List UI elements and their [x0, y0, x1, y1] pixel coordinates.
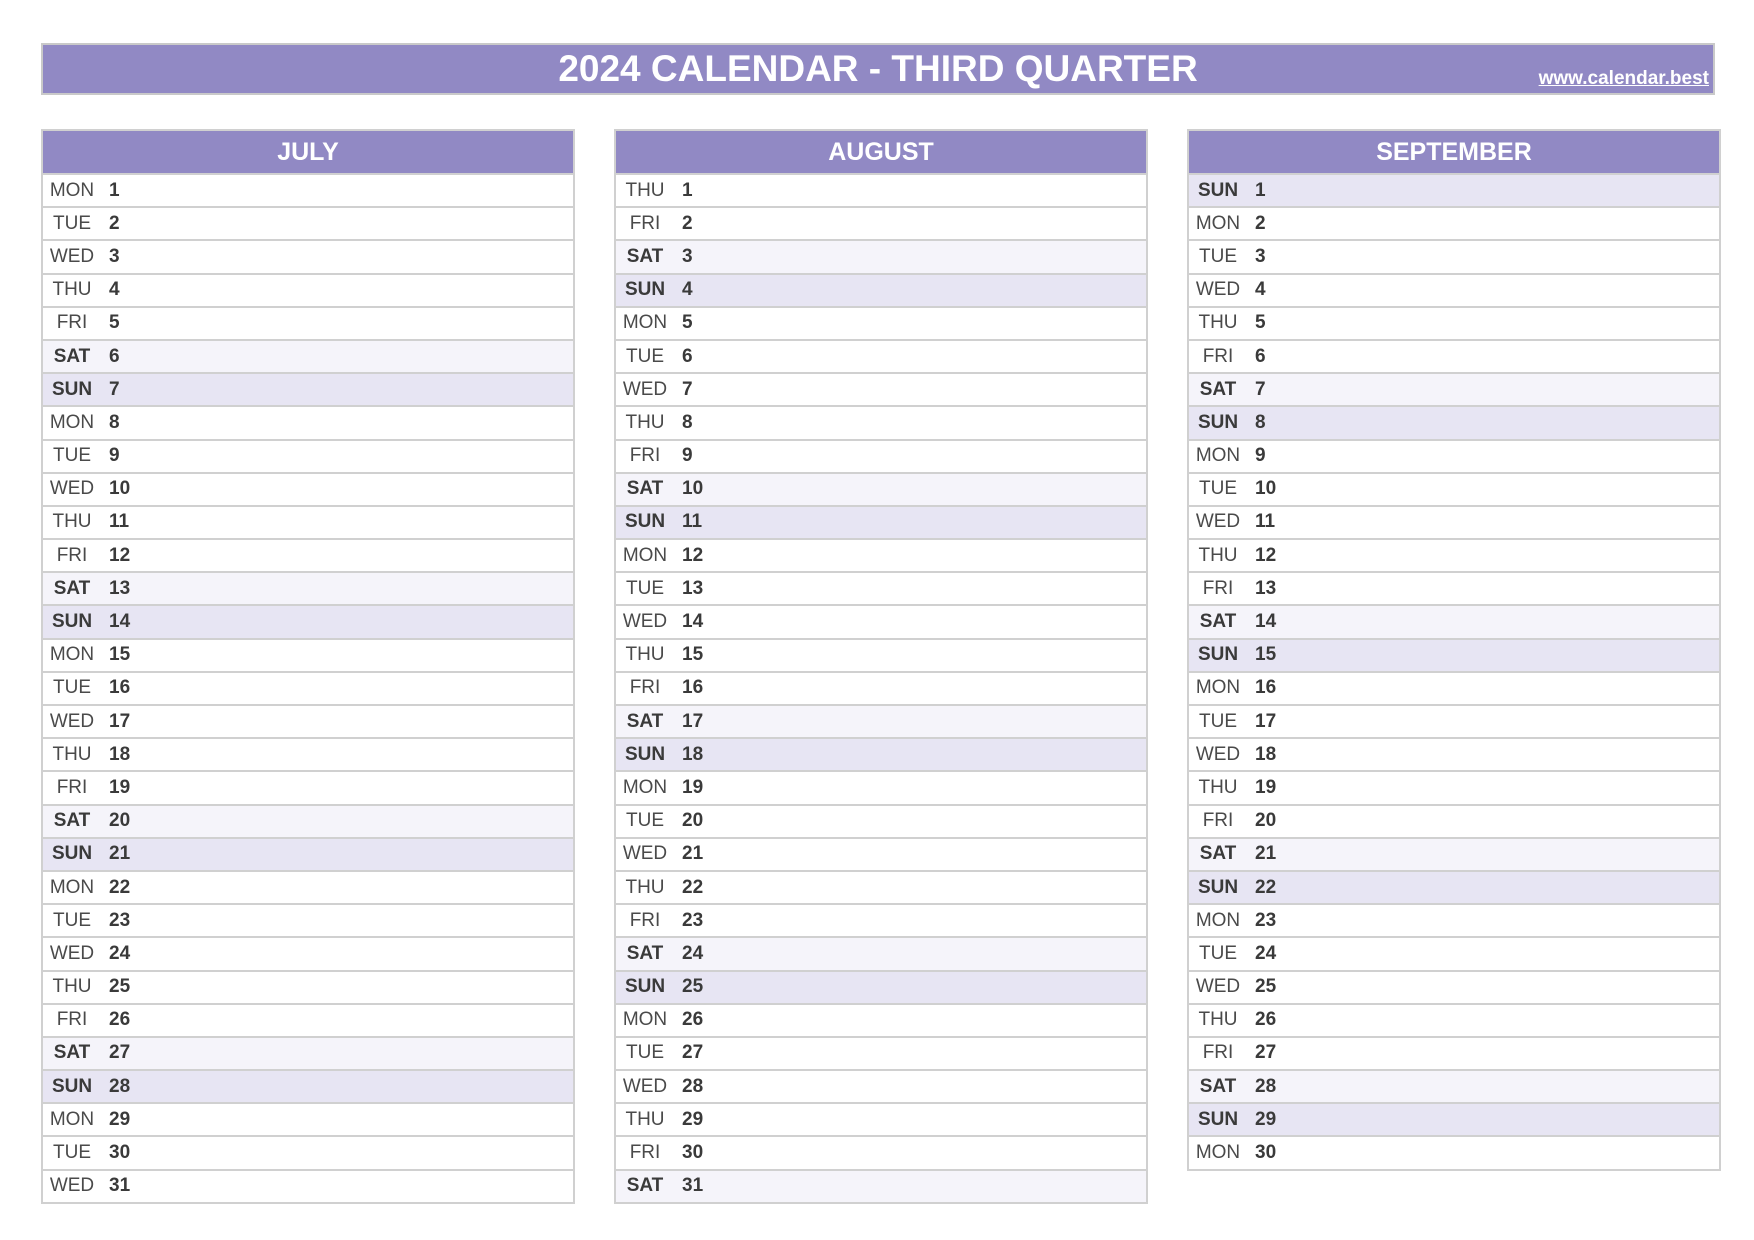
- day-number: 7: [1255, 378, 1266, 400]
- day-row: [43, 239, 573, 272]
- day-row: [616, 339, 1146, 372]
- weekday-label: FRI: [56, 776, 88, 798]
- day-number: 22: [1255, 876, 1277, 898]
- weekday-label: TUE: [626, 810, 664, 832]
- day-number: 15: [682, 644, 704, 666]
- day-number: 23: [1255, 909, 1277, 931]
- weekday-label: FRI: [629, 1142, 661, 1164]
- weekday-label: THU: [625, 1108, 665, 1130]
- day-number: 23: [682, 909, 704, 931]
- weekday-label: FRI: [629, 212, 661, 234]
- month-header: SEPTEMBER: [1189, 131, 1719, 173]
- day-number: 5: [1255, 312, 1266, 334]
- weekday-label: MON: [49, 876, 95, 898]
- day-number: 24: [682, 942, 704, 964]
- day-number: 12: [109, 544, 131, 566]
- day-row: [1189, 1102, 1719, 1135]
- day-number: 23: [109, 909, 131, 931]
- day-number: 17: [1255, 710, 1277, 732]
- day-number: 26: [1255, 1009, 1277, 1031]
- day-number: 14: [109, 611, 131, 633]
- weekday-label: FRI: [56, 544, 88, 566]
- day-list: [616, 173, 1146, 1202]
- day-row: [1189, 505, 1719, 538]
- day-number: 18: [1255, 743, 1277, 765]
- day-number: 9: [1255, 445, 1266, 467]
- day-row: [616, 770, 1146, 803]
- day-row: [1189, 306, 1719, 339]
- day-row: [43, 671, 573, 704]
- weekday-label: SAT: [626, 245, 664, 267]
- day-row: [1189, 439, 1719, 472]
- day-row: [1189, 1135, 1719, 1168]
- weekday-label: FRI: [629, 445, 661, 467]
- weekday-label: WED: [49, 942, 95, 964]
- weekday-label: WED: [49, 478, 95, 500]
- weekday-label: SUN: [1197, 411, 1239, 433]
- page-title: 2024 CALENDAR - THIRD QUARTER: [558, 48, 1198, 89]
- day-row: [1189, 804, 1719, 837]
- day-number: 1: [682, 179, 693, 201]
- day-row: [616, 704, 1146, 737]
- day-row: [43, 870, 573, 903]
- weekday-label: WED: [622, 843, 668, 865]
- day-row: [616, 538, 1146, 571]
- weekday-label: TUE: [53, 1142, 91, 1164]
- weekday-label: FRI: [1202, 577, 1234, 599]
- day-number: 29: [1255, 1108, 1277, 1130]
- day-row: [616, 671, 1146, 704]
- weekday-label: SAT: [626, 1175, 664, 1197]
- day-row: [1189, 273, 1719, 306]
- weekday-label: SUN: [624, 279, 666, 301]
- day-row: [43, 538, 573, 571]
- day-number: 25: [1255, 976, 1277, 998]
- weekday-label: MON: [49, 644, 95, 666]
- day-row: [616, 239, 1146, 272]
- day-row: [616, 405, 1146, 438]
- day-row: [1189, 604, 1719, 637]
- weekday-label: FRI: [1202, 810, 1234, 832]
- day-number: 15: [109, 644, 131, 666]
- weekday-label: TUE: [53, 909, 91, 931]
- weekday-label: THU: [625, 179, 665, 201]
- weekday-label: TUE: [626, 1042, 664, 1064]
- weekday-label: THU: [52, 511, 92, 533]
- day-row: [1189, 970, 1719, 1003]
- weekday-label: FRI: [56, 312, 88, 334]
- day-row: [616, 571, 1146, 604]
- day-row: [43, 571, 573, 604]
- day-number: 13: [1255, 577, 1277, 599]
- day-number: 6: [1255, 345, 1266, 367]
- day-number: 8: [682, 411, 693, 433]
- day-number: 27: [682, 1042, 704, 1064]
- weekday-label: WED: [1195, 511, 1241, 533]
- day-number: 10: [682, 478, 704, 500]
- day-row: [1189, 903, 1719, 936]
- day-row: [43, 339, 573, 372]
- weekday-label: THU: [52, 976, 92, 998]
- day-number: 4: [109, 279, 120, 301]
- day-row: [43, 372, 573, 405]
- day-row: [1189, 538, 1719, 571]
- weekday-label: MON: [622, 1009, 668, 1031]
- day-row: [616, 439, 1146, 472]
- day-number: 30: [682, 1142, 704, 1164]
- day-number: 30: [1255, 1142, 1277, 1164]
- day-number: 12: [682, 544, 704, 566]
- day-number: 16: [1255, 677, 1277, 699]
- month-header: JULY: [43, 131, 573, 173]
- day-row: [43, 936, 573, 969]
- weekday-label: MON: [622, 544, 668, 566]
- weekday-label: THU: [52, 279, 92, 301]
- weekday-label: SUN: [1197, 644, 1239, 666]
- day-row: [43, 405, 573, 438]
- day-number: 26: [109, 1009, 131, 1031]
- day-number: 18: [109, 743, 131, 765]
- weekday-label: MON: [49, 179, 95, 201]
- day-number: 14: [682, 611, 704, 633]
- weekday-label: WED: [49, 245, 95, 267]
- day-number: 25: [682, 976, 704, 998]
- weekday-label: SUN: [51, 378, 93, 400]
- day-number: 11: [682, 511, 703, 533]
- day-row: [616, 273, 1146, 306]
- day-number: 17: [682, 710, 704, 732]
- day-number: 19: [109, 776, 131, 798]
- day-number: 2: [682, 212, 693, 234]
- day-row: [1189, 1036, 1719, 1069]
- day-number: 22: [682, 876, 704, 898]
- month-september: [1187, 129, 1721, 1171]
- day-row: [616, 1069, 1146, 1102]
- day-row: [616, 306, 1146, 339]
- day-number: 17: [109, 710, 131, 732]
- day-number: 7: [682, 378, 693, 400]
- day-row: [43, 970, 573, 1003]
- day-row: [616, 970, 1146, 1003]
- day-row: [1189, 936, 1719, 969]
- weekday-label: THU: [625, 411, 665, 433]
- weekday-label: FRI: [1202, 345, 1234, 367]
- day-row: [1189, 372, 1719, 405]
- day-row: [43, 837, 573, 870]
- day-row: [616, 737, 1146, 770]
- weekday-label: TUE: [53, 212, 91, 234]
- day-number: 20: [109, 810, 131, 832]
- day-row: [616, 1036, 1146, 1069]
- day-row: [616, 1003, 1146, 1036]
- day-row: [43, 770, 573, 803]
- weekday-label: FRI: [56, 1009, 88, 1031]
- day-number: 6: [682, 345, 693, 367]
- weekday-label: WED: [622, 378, 668, 400]
- day-number: 21: [109, 843, 131, 865]
- day-number: 1: [109, 179, 120, 201]
- day-row: [616, 173, 1146, 206]
- day-number: 5: [109, 312, 120, 334]
- day-row: [1189, 571, 1719, 604]
- weekday-label: SUN: [624, 976, 666, 998]
- day-row: [1189, 1003, 1719, 1036]
- day-row: [616, 837, 1146, 870]
- weekday-label: SUN: [51, 843, 93, 865]
- weekday-label: SAT: [1199, 843, 1237, 865]
- day-number: 27: [1255, 1042, 1277, 1064]
- weekday-label: WED: [49, 710, 95, 732]
- day-number: 29: [682, 1108, 704, 1130]
- day-row: [43, 1135, 573, 1168]
- day-number: 13: [109, 577, 131, 599]
- day-row: [616, 903, 1146, 936]
- weekday-label: TUE: [1199, 942, 1237, 964]
- weekday-label: THU: [625, 644, 665, 666]
- day-number: 5: [682, 312, 693, 334]
- day-row: [43, 273, 573, 306]
- day-row: [616, 638, 1146, 671]
- day-row: [43, 638, 573, 671]
- weekday-label: SUN: [1197, 179, 1239, 201]
- weekday-label: TUE: [1199, 478, 1237, 500]
- weekday-label: THU: [1198, 544, 1238, 566]
- day-row: [616, 1102, 1146, 1135]
- day-number: 27: [109, 1042, 131, 1064]
- day-row: [1189, 671, 1719, 704]
- day-number: 24: [109, 942, 131, 964]
- day-number: 29: [109, 1108, 131, 1130]
- day-number: 31: [682, 1175, 704, 1197]
- day-number: 21: [1255, 843, 1277, 865]
- weekday-label: MON: [622, 312, 668, 334]
- day-number: 3: [1255, 245, 1266, 267]
- day-number: 28: [682, 1075, 704, 1097]
- weekday-label: WED: [49, 1175, 95, 1197]
- weekday-label: WED: [1195, 976, 1241, 998]
- weekday-label: SUN: [624, 743, 666, 765]
- weekday-label: SAT: [1199, 611, 1237, 633]
- day-number: 1: [1255, 179, 1266, 201]
- month-header: AUGUST: [616, 131, 1146, 173]
- day-number: 19: [1255, 776, 1277, 798]
- weekday-label: TUE: [1199, 245, 1237, 267]
- day-row: [43, 1102, 573, 1135]
- day-list: [1189, 173, 1719, 1169]
- day-row: [616, 206, 1146, 239]
- weekday-label: SAT: [626, 942, 664, 964]
- weekday-label: THU: [625, 876, 665, 898]
- weekday-label: TUE: [626, 577, 664, 599]
- day-number: 3: [682, 245, 693, 267]
- day-row: [616, 1169, 1146, 1202]
- weekday-label: SUN: [1197, 1108, 1239, 1130]
- day-number: 16: [109, 677, 131, 699]
- day-row: [1189, 239, 1719, 272]
- day-row: [1189, 173, 1719, 206]
- weekday-label: WED: [622, 1075, 668, 1097]
- day-row: [1189, 638, 1719, 671]
- day-row: [43, 505, 573, 538]
- day-number: 11: [109, 511, 130, 533]
- day-number: 21: [682, 843, 704, 865]
- day-row: [1189, 206, 1719, 239]
- day-list: [43, 173, 573, 1202]
- day-row: [43, 1003, 573, 1036]
- weekday-label: SAT: [626, 478, 664, 500]
- day-number: 10: [109, 478, 131, 500]
- weekday-label: WED: [1195, 279, 1241, 301]
- weekday-label: MON: [1195, 1142, 1241, 1164]
- day-number: 24: [1255, 942, 1277, 964]
- day-number: 9: [682, 445, 693, 467]
- day-number: 31: [109, 1175, 131, 1197]
- day-number: 20: [682, 810, 704, 832]
- day-number: 3: [109, 245, 120, 267]
- month-august: [614, 129, 1148, 1204]
- day-row: [1189, 837, 1719, 870]
- day-row: [616, 870, 1146, 903]
- weekday-label: SAT: [53, 810, 91, 832]
- day-number: 11: [1255, 511, 1276, 533]
- day-number: 6: [109, 345, 120, 367]
- day-number: 7: [109, 378, 120, 400]
- weekday-label: SAT: [626, 710, 664, 732]
- day-row: [43, 804, 573, 837]
- day-number: 28: [109, 1075, 131, 1097]
- weekday-label: WED: [622, 611, 668, 633]
- weekday-label: SAT: [53, 345, 91, 367]
- day-number: 2: [1255, 212, 1266, 234]
- day-number: 30: [109, 1142, 131, 1164]
- day-row: [616, 1135, 1146, 1168]
- weekday-label: MON: [622, 776, 668, 798]
- day-row: [1189, 704, 1719, 737]
- day-row: [43, 1069, 573, 1102]
- weekday-label: MON: [1195, 677, 1241, 699]
- weekday-label: TUE: [626, 345, 664, 367]
- day-row: [43, 1036, 573, 1069]
- weekday-label: SUN: [1197, 876, 1239, 898]
- day-row: [1189, 870, 1719, 903]
- day-row: [43, 472, 573, 505]
- day-number: 18: [682, 743, 704, 765]
- day-row: [43, 1169, 573, 1202]
- day-row: [43, 704, 573, 737]
- day-row: [43, 306, 573, 339]
- day-row: [1189, 339, 1719, 372]
- day-number: 8: [1255, 411, 1266, 433]
- weekday-label: SAT: [53, 1042, 91, 1064]
- weekday-label: MON: [1195, 445, 1241, 467]
- weekday-label: MON: [49, 411, 95, 433]
- day-number: 8: [109, 411, 120, 433]
- day-row: [1189, 1069, 1719, 1102]
- day-row: [1189, 405, 1719, 438]
- weekday-label: SUN: [51, 611, 93, 633]
- weekday-label: FRI: [629, 677, 661, 699]
- day-row: [43, 604, 573, 637]
- title-bar: [41, 43, 1715, 95]
- day-number: 12: [1255, 544, 1277, 566]
- day-number: 20: [1255, 810, 1277, 832]
- day-row: [43, 903, 573, 936]
- day-number: 28: [1255, 1075, 1277, 1097]
- weekday-label: SAT: [1199, 378, 1237, 400]
- day-row: [43, 737, 573, 770]
- day-row: [1189, 737, 1719, 770]
- weekday-label: MON: [1195, 212, 1241, 234]
- day-row: [1189, 472, 1719, 505]
- day-row: [616, 472, 1146, 505]
- weekday-label: THU: [52, 743, 92, 765]
- day-row: [1189, 770, 1719, 803]
- day-number: 14: [1255, 611, 1277, 633]
- weekday-label: SAT: [1199, 1075, 1237, 1097]
- day-row: [616, 936, 1146, 969]
- day-number: 9: [109, 445, 120, 467]
- day-row: [43, 206, 573, 239]
- weekday-label: MON: [49, 1108, 95, 1130]
- day-number: 15: [1255, 644, 1277, 666]
- weekday-label: SUN: [51, 1075, 93, 1097]
- day-number: 25: [109, 976, 131, 998]
- weekday-label: THU: [1198, 776, 1238, 798]
- weekday-label: THU: [1198, 312, 1238, 334]
- day-number: 13: [682, 577, 704, 599]
- day-row: [616, 804, 1146, 837]
- day-number: 10: [1255, 478, 1277, 500]
- day-row: [43, 439, 573, 472]
- weekday-label: FRI: [629, 909, 661, 931]
- weekday-label: TUE: [53, 677, 91, 699]
- month-july: [41, 129, 575, 1204]
- weekday-label: TUE: [1199, 710, 1237, 732]
- day-row: [616, 505, 1146, 538]
- day-number: 22: [109, 876, 131, 898]
- day-row: [616, 372, 1146, 405]
- day-row: [616, 604, 1146, 637]
- day-number: 4: [682, 279, 693, 301]
- weekday-label: TUE: [53, 445, 91, 467]
- day-number: 2: [109, 212, 120, 234]
- weekday-label: WED: [1195, 743, 1241, 765]
- day-row: [43, 173, 573, 206]
- weekday-label: MON: [1195, 909, 1241, 931]
- website-link[interactable]: www.calendar.best: [1538, 68, 1709, 89]
- day-number: 26: [682, 1009, 704, 1031]
- weekday-label: SAT: [53, 577, 91, 599]
- weekday-label: FRI: [1202, 1042, 1234, 1064]
- day-number: 19: [682, 776, 704, 798]
- weekday-label: SUN: [624, 511, 666, 533]
- day-number: 4: [1255, 279, 1266, 301]
- weekday-label: THU: [1198, 1009, 1238, 1031]
- day-number: 16: [682, 677, 704, 699]
